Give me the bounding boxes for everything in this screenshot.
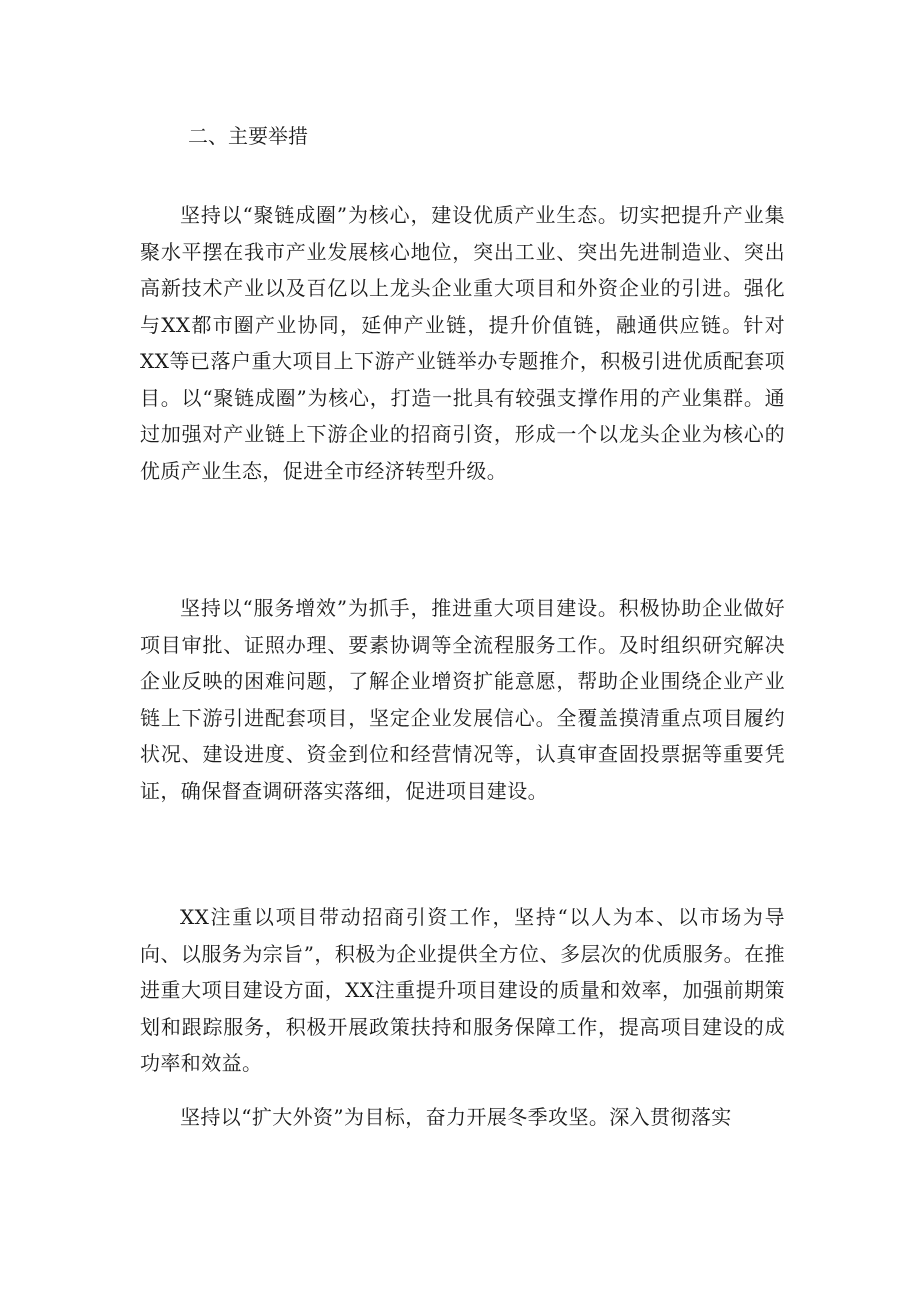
paragraph-investment-service: XX注重以项目带动招商引资工作，坚持“以人为本、以市场为导向、以服务为宗旨”，积极为企业提供全方位、多层次的优质服务。在推进重大项目建设方面，XX注重提升项目建设的质量和效率，加强前期策划和跟踪服务，积极开展政策扶持和服务保障工作，提高项目建设的成功率和效益。: [140, 905, 785, 1075]
paragraph-industry-ecosystem: 坚持以“聚链成圈”为核心，建设优质产业生态。切实把提升产业集聚水平摆在我市产业发展核心地位，突出工业、突出先进制造业、突出高新技术产业以及百亿以上龙头企业重大项目和外资企业的引进。强化与XX都市圈产业协同，延伸产业链，提升价值链，融通供应链。针对XX等已落户重大项目上下游产业链举办专题推介，积极引进优质配套项目。以“聚链成圈”为核心，打造一批具有较强支撑作用的产业集群。通过加强对产业链上下游企业的招商引资，形成一个以龙头企业为核心的优质产业生态，促进全市经济转型升级。: [140, 203, 785, 483]
section-heading: 二、主要举措: [188, 124, 308, 148]
paragraph-foreign-investment: 坚持以“扩大外资”为目标，奋力开展冬季攻坚。深入贯彻落实: [180, 1105, 732, 1129]
paragraph-project-service: 坚持以“服务增效”为抓手，推进重大项目建设。积极协助企业做好项目审批、证照办理、要素协调等全流程服务工作。及时组织研究解决企业反映的困难问题，了解企业增资扩能意愿，帮助企业围绕企业产业链上下游引进配套项目，坚定企业发展信心。全覆盖摸清重点项目履约状况、建设进度、资金到位和经营情况等，认真审查固投票据等重要凭证，确保督查调研落实落细，促进项目建设。: [140, 596, 785, 803]
